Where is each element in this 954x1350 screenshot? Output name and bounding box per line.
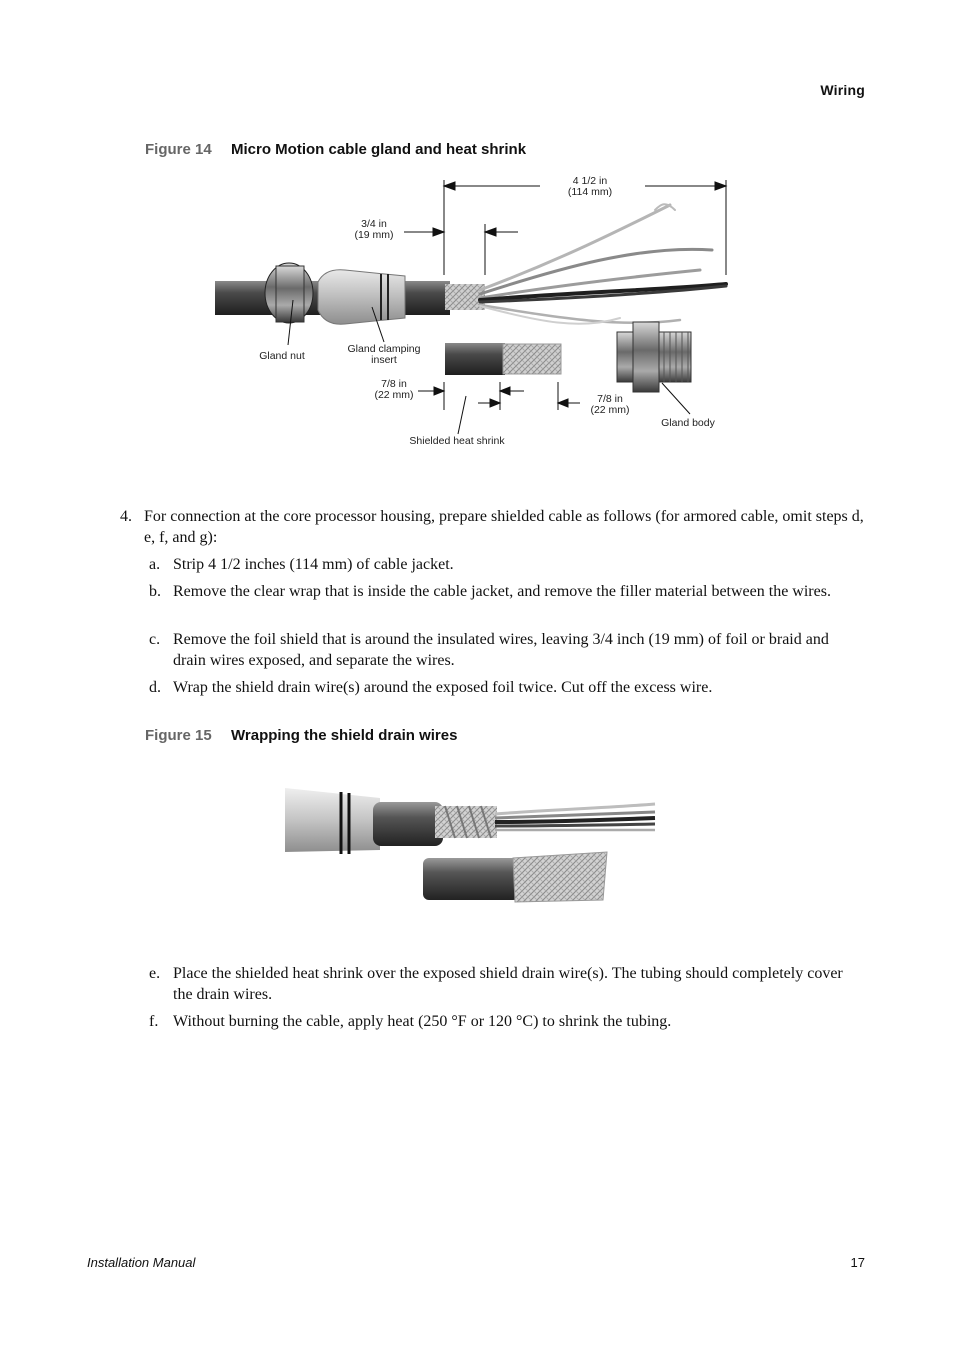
substep-d-text: Wrap the shield drain wire(s) around the exposed foil twice. Cut off the excess wire. [173, 679, 713, 696]
substep-d-letter: d. [149, 679, 161, 696]
substep-b-text: Remove the clear wrap that is inside the cable jacket, and remove the filler material between the wires. [173, 583, 831, 600]
label-gland-clamping-insert [340, 344, 428, 366]
heat-shrink-braid [503, 344, 561, 374]
label-gland-body: Gland body [661, 417, 715, 429]
figure-15-number: Figure 15 [145, 727, 212, 744]
label-shrink-left [364, 379, 424, 401]
substep-e-text: Place the shielded heat shrink over the exposed shield drain wire(s). The tubing should completely cover the drain wires. [173, 965, 843, 1003]
gland-clamping-insert [318, 270, 405, 324]
heat-shrink-jacket [423, 858, 519, 900]
step-4-number: 4. [120, 508, 132, 525]
substep-b-letter: b. [149, 583, 161, 600]
figure-14-illustration [0, 0, 954, 470]
step-4-text: For connection at the core processor housing, prepare shielded cable as follows (for armored cable, omit steps d, e, f, and g): [144, 508, 864, 546]
label-gland-nut: Gland nut [259, 350, 305, 362]
label-shrink-right-mm: (22 mm) [590, 404, 630, 416]
heat-shrink-braid [513, 852, 607, 902]
label-shielded-heat-shrink: Shielded heat shrink [409, 435, 505, 447]
substep-f-letter: f. [149, 1013, 159, 1030]
label-strip-length-mm: (114 mm) [567, 186, 613, 198]
substep-f-text: Without burning the cable, apply heat (250 °F or 120 °C) to shrink the tubing. [173, 1013, 672, 1030]
gland-body [617, 332, 633, 382]
substep-c-letter: c. [149, 631, 161, 648]
footer-page-number: 17 [850, 1255, 865, 1270]
label-gland-insert-2: insert [371, 354, 397, 366]
drain-wire-photo [285, 780, 657, 915]
label-strip-length-in: 4 1/2 in [572, 175, 608, 187]
label-shrink-right [580, 394, 640, 416]
heat-shrink-jacket [445, 343, 505, 375]
label-shrink-left-mm: (22 mm) [374, 389, 414, 401]
running-header: Wiring [820, 82, 865, 98]
cable-jacket [373, 802, 443, 846]
label-foil-length-mm: (19 mm) [354, 229, 394, 241]
cable-gland-photo [0, 0, 954, 470]
figure-14-number: Figure 14 [145, 141, 212, 158]
label-foil-length-in: 3/4 in [361, 218, 387, 230]
substep-c-text: Remove the foil shield that is around the insulated wires, leaving 3/4 inch (19 mm) of foil or braid and drain wires exposed, and separate the wires. [173, 631, 829, 669]
figure-15-illustration [285, 780, 657, 915]
footer-manual-title: Installation Manual [87, 1255, 196, 1270]
label-foil-length [344, 219, 404, 241]
label-shrink-left-in: 7/8 in [381, 378, 407, 390]
figure-14-title: Micro Motion cable gland and heat shrink [231, 141, 527, 158]
substep-e-letter: e. [149, 965, 161, 982]
figure-15-title: Wrapping the shield drain wires [231, 727, 458, 744]
label-strip-length [560, 176, 620, 198]
step-4 [120, 506, 865, 550]
substep-a-text: Strip 4 1/2 inches (114 mm) of cable jacket. [173, 556, 454, 573]
clamping-insert [285, 788, 380, 852]
label-shrink-right-in: 7/8 in [597, 393, 623, 405]
substep-a-letter: a. [149, 556, 161, 573]
label-gland-insert-1: Gland clamping [347, 343, 421, 355]
figure-15-caption [145, 727, 457, 744]
